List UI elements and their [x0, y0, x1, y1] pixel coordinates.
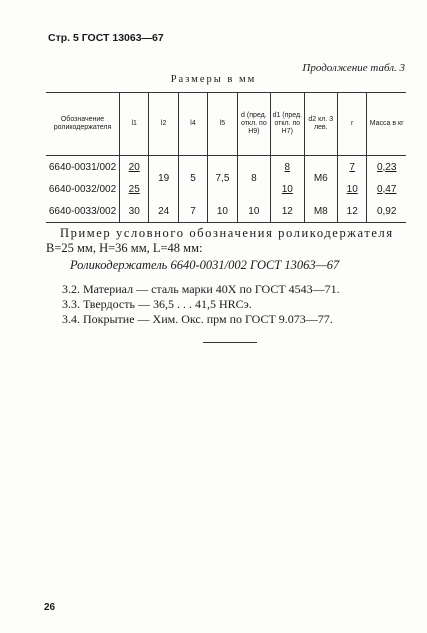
cell-l2: 19 — [149, 156, 178, 201]
cell-mass: 0,23 — [367, 156, 406, 179]
cell-r: 12 — [338, 200, 367, 223]
cell-d: 8 — [237, 156, 270, 201]
column-header-r: r — [338, 93, 367, 156]
cell-l4: 5 — [178, 156, 207, 201]
cell-l1: 20 — [120, 156, 149, 179]
column-header-l1: l1 — [120, 93, 149, 156]
cell-code: 6640-0031/002 — [48, 161, 117, 173]
cell-l4: 7 — [178, 200, 207, 223]
table-row — [46, 156, 406, 179]
cell-code: 6640-0032/002 — [48, 183, 117, 195]
item-hardness: 3.3. Твердость — 36,5 . . . 41,5 HRCэ. — [62, 297, 252, 311]
column-header-l5: l5 — [208, 93, 237, 156]
column-header-l4: l4 — [178, 93, 207, 156]
example-dimensions: B=25 мм, H=36 мм, L=48 мм: — [46, 241, 203, 255]
dimensions-caption: Размеры в мм — [170, 74, 257, 85]
table-header-row — [46, 93, 406, 156]
column-header-l2: l2 — [149, 93, 178, 156]
cell-l5: 10 — [208, 200, 237, 223]
item-coating: 3.4. Покрытие — Хим. Окс. прм по ГОСТ 9.073—77. — [62, 312, 333, 326]
column-header-d: d (пред. откл. по H9) — [237, 93, 270, 156]
cell-r: 7 — [338, 156, 367, 179]
page-header: Стр. 5 ГОСТ 13063—67 — [48, 32, 164, 44]
cell-d2: М6 — [304, 156, 337, 201]
column-header-d2: d2 кл. 3 лев. — [304, 93, 337, 156]
cell-d2: М8 — [304, 200, 337, 223]
table-row — [46, 200, 406, 223]
cell-l2: 24 — [149, 200, 178, 223]
example-heading: Пример условного обозначения роликодержателя — [60, 226, 394, 240]
cell-d1: 8 — [271, 156, 304, 179]
cell-d1: 12 — [271, 200, 304, 223]
cell-l5: 7,5 — [208, 156, 237, 201]
column-header-d1: d1 (пред. откл. по H7) — [271, 93, 304, 156]
cell-l1: 25 — [120, 178, 149, 200]
cell-d: 10 — [237, 200, 270, 223]
column-header-code: Обозначение роликодержателя — [46, 93, 120, 156]
cell-mass: 0,47 — [367, 178, 406, 200]
cell-mass: 0,92 — [367, 200, 406, 223]
page-number: 26 — [44, 602, 56, 613]
cell-r: 10 — [338, 178, 367, 200]
item-material: 3.2. Материал — сталь марки 40Х по ГОСТ 4543—71. — [62, 282, 340, 296]
section-divider — [203, 342, 257, 343]
table-continuation-note: Продолжение табл. 3 — [302, 62, 405, 74]
cell-d1: 10 — [271, 178, 304, 200]
example-designation: Роликодержатель 6640-0031/002 ГОСТ 13063—67 — [70, 258, 340, 272]
cell-code: 6640-0033/002 — [46, 200, 120, 223]
dimensions-table — [46, 92, 406, 223]
column-header-mass: Масса в кг — [367, 93, 406, 156]
cell-l1: 30 — [120, 200, 149, 223]
